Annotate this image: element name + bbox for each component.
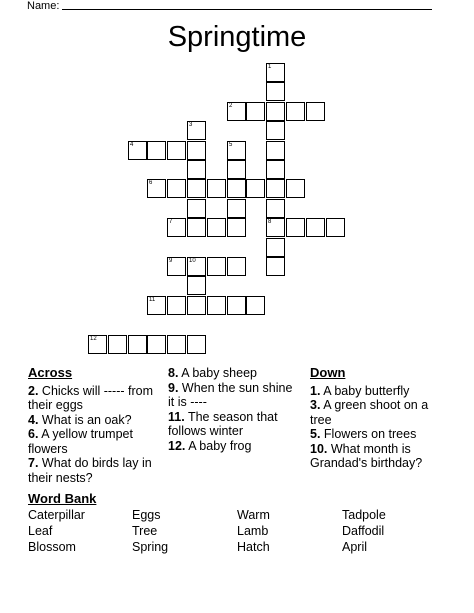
clue-down-5: 5. Flowers on trees	[310, 427, 417, 441]
crossword-cell[interactable]	[207, 218, 226, 237]
crossword-cell[interactable]	[187, 141, 206, 160]
down-clues	[310, 366, 440, 471]
crossword-cell[interactable]	[207, 179, 226, 198]
crossword-cell[interactable]	[187, 179, 206, 198]
clue-down-1: 1. A baby butterfly	[310, 383, 410, 398]
crossword-cell[interactable]	[326, 218, 345, 237]
clue-number: 6	[149, 180, 153, 186]
crossword-cell[interactable]	[187, 296, 206, 315]
crossword-cell[interactable]	[187, 257, 206, 276]
clue-number: 7	[169, 219, 173, 225]
word-bank-heading: Word Bank	[28, 491, 97, 506]
crossword-cell[interactable]	[266, 102, 285, 121]
word-bank-word: Daffodil	[342, 524, 385, 538]
clue-across-12: 12. A baby frog	[168, 438, 252, 453]
crossword-cell[interactable]	[108, 335, 127, 354]
word-bank-word: April	[342, 540, 368, 554]
clue-number: 11	[149, 297, 156, 303]
crossword-cell[interactable]	[147, 335, 166, 354]
crossword-cell[interactable]	[227, 160, 246, 179]
crossword-cell[interactable]	[306, 102, 325, 121]
crossword-cell[interactable]	[187, 335, 206, 354]
crossword-cell[interactable]	[266, 257, 285, 276]
crossword-cell[interactable]	[167, 179, 186, 198]
down-heading: Down	[310, 365, 346, 380]
page-title: Springtime	[167, 21, 307, 53]
crossword-cell[interactable]	[227, 218, 246, 237]
word-bank-word: Blossom	[28, 540, 76, 554]
word-bank-word: Warm	[237, 508, 270, 522]
word-bank-word: Tree	[132, 524, 158, 538]
crossword-cell[interactable]	[88, 335, 107, 354]
word-bank-word: Spring	[132, 540, 169, 554]
crossword-cell[interactable]	[227, 102, 246, 121]
crossword-cell[interactable]	[167, 141, 186, 160]
crossword-cell[interactable]	[266, 141, 285, 160]
crossword-cell[interactable]	[187, 121, 206, 140]
crossword-cell[interactable]	[128, 335, 147, 354]
clue-across-4: 4. What is an oak?	[28, 412, 132, 427]
clue-number: 4	[130, 142, 134, 148]
crossword-cell[interactable]	[187, 218, 206, 237]
across-clues	[28, 366, 168, 485]
crossword-cell[interactable]	[266, 63, 285, 82]
across-clues-continued	[168, 366, 298, 453]
clue-number: 5	[229, 142, 233, 148]
crossword-cell[interactable]	[266, 218, 285, 237]
crossword-cell[interactable]	[266, 82, 285, 101]
crossword-cell[interactable]	[207, 257, 226, 276]
crossword-cell[interactable]	[227, 179, 246, 198]
word-bank-word: Leaf	[28, 524, 53, 538]
crossword-cell[interactable]	[147, 141, 166, 160]
crossword-cell[interactable]	[187, 276, 206, 295]
crossword-cell[interactable]	[246, 179, 265, 198]
clue-number: 2	[229, 103, 233, 109]
crossword-cell[interactable]	[286, 218, 305, 237]
crossword-cell[interactable]	[167, 257, 186, 276]
across-heading: Across	[28, 365, 73, 380]
crossword-cell[interactable]	[187, 160, 206, 179]
crossword-cell[interactable]	[266, 199, 285, 218]
clue-number: 9	[169, 258, 173, 264]
crossword-cell[interactable]	[207, 296, 226, 315]
crossword-cell[interactable]	[286, 102, 305, 121]
clue-number: 1	[268, 64, 272, 70]
clue-number: 8	[268, 219, 272, 225]
word-bank-word: Eggs	[132, 508, 161, 522]
word-bank-word: Tadpole	[342, 508, 386, 522]
name-label: Name:	[27, 0, 60, 12]
crossword-cell[interactable]	[266, 238, 285, 257]
clue-number: 12	[90, 336, 97, 342]
clue-down-3: 3. A green shoot on a tree	[310, 398, 429, 427]
clue-across-7: 7. What do birds lay in their nests?	[28, 456, 152, 485]
crossword-cell[interactable]	[227, 141, 246, 160]
crossword-cell[interactable]	[266, 179, 285, 198]
word-bank-word: Lamb	[237, 524, 269, 538]
crossword-cell[interactable]	[167, 218, 186, 237]
crossword-cell[interactable]	[147, 179, 166, 198]
clue-number: 3	[189, 122, 193, 128]
crossword-cell[interactable]	[147, 296, 166, 315]
crossword-cell[interactable]	[187, 199, 206, 218]
crossword-cell[interactable]	[128, 141, 147, 160]
crossword-cell[interactable]	[306, 218, 325, 237]
word-bank-word: Hatch	[237, 540, 270, 554]
clue-across-8: 8. A baby sheep	[168, 366, 257, 380]
clue-across-2: 2. Chicks will ----- from their eggs	[28, 383, 154, 412]
crossword-cell[interactable]	[227, 199, 246, 218]
crossword-cell[interactable]	[266, 160, 285, 179]
crossword-cell[interactable]	[227, 296, 246, 315]
clue-down-10: 10. What month is Grandad's birthday?	[310, 441, 423, 470]
crossword-cell[interactable]	[246, 102, 265, 121]
crossword-cell[interactable]	[227, 257, 246, 276]
crossword-cell[interactable]	[286, 179, 305, 198]
clue-across-9: 9. When the sun shine it is ----	[168, 380, 293, 409]
crossword-cell[interactable]	[266, 121, 285, 140]
crossword-cell[interactable]	[246, 296, 265, 315]
clue-across-11: 11. The season that follows winter	[168, 409, 278, 438]
crossword-cell[interactable]	[167, 296, 186, 315]
clue-number: 10	[189, 258, 196, 264]
word-bank-word: Caterpillar	[28, 508, 85, 522]
clue-across-6: 6. A yellow trumpet flowers	[28, 427, 133, 456]
crossword-cell[interactable]	[167, 335, 186, 354]
